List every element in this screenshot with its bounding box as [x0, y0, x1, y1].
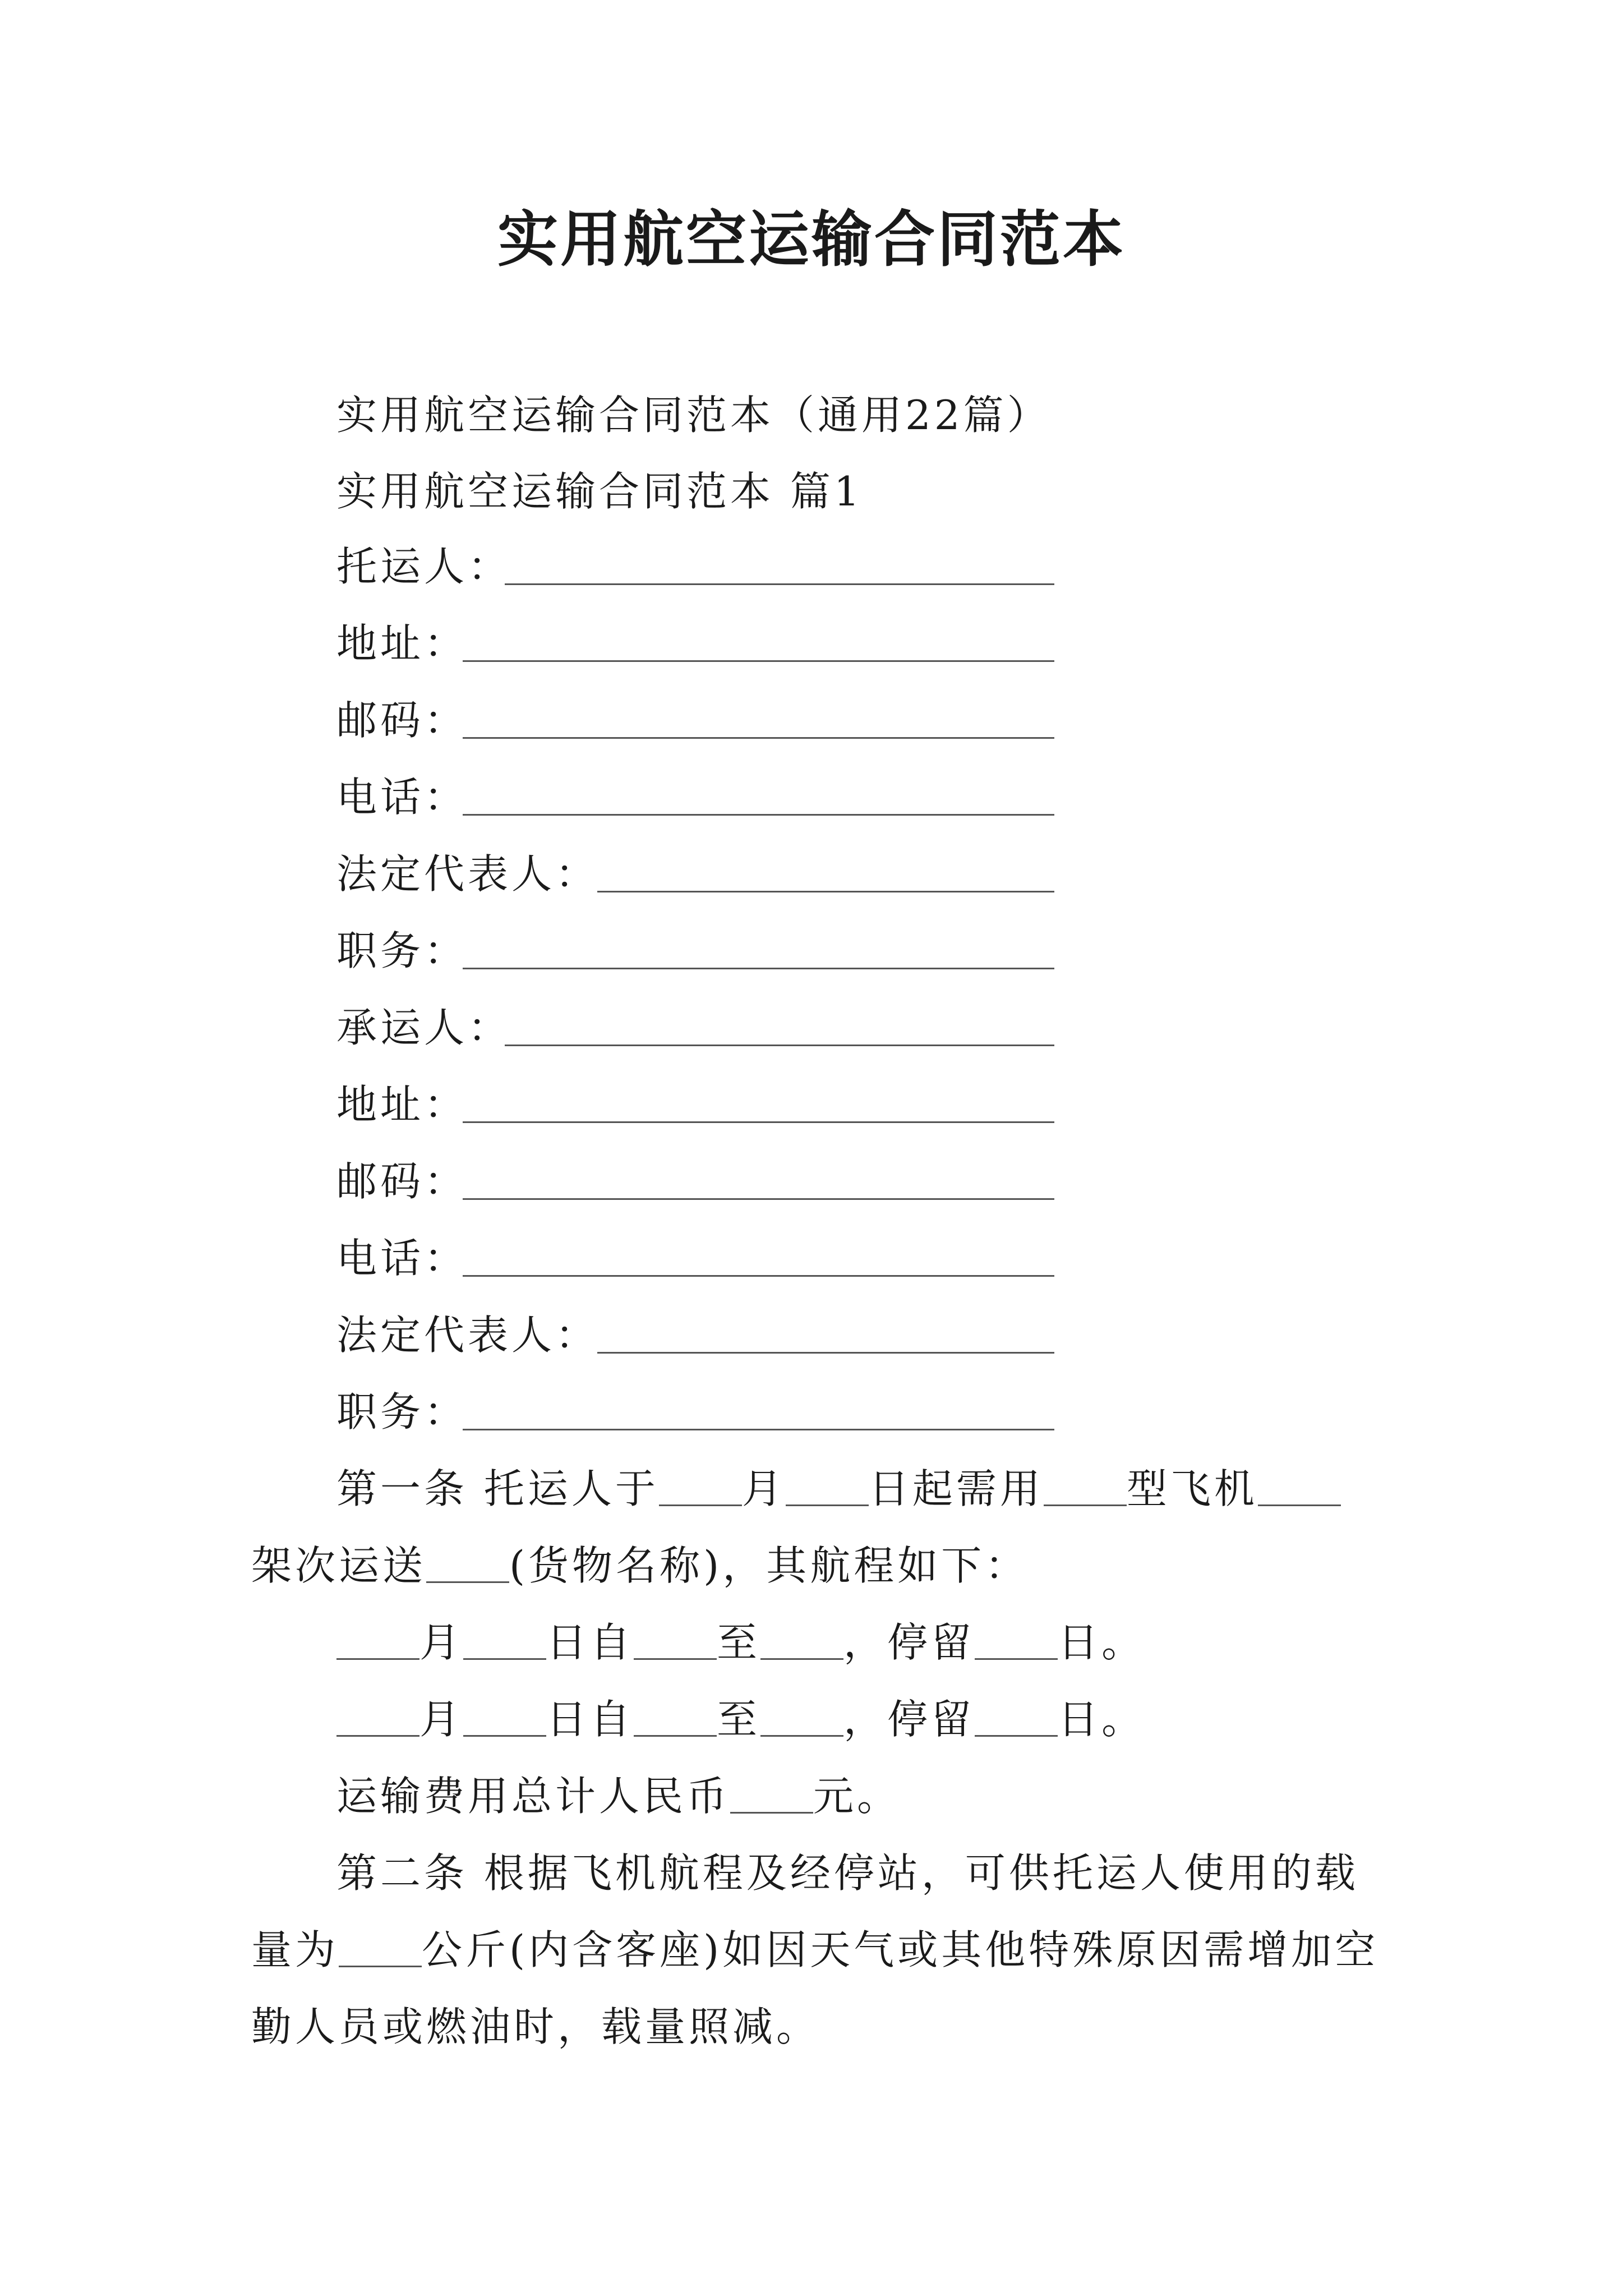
field-shipper-postcode: [336, 692, 468, 748]
blank-stay-days: [975, 1618, 1058, 1660]
fill-in-line: [505, 583, 1054, 585]
blank-sorties: [1258, 1464, 1341, 1506]
field-label: 邮码：: [336, 697, 468, 744]
article2-text: 量为: [251, 1926, 339, 1973]
field-shipper-position: [336, 923, 468, 979]
blank-fee-amount: [730, 1772, 813, 1814]
blank-destination: [760, 1618, 843, 1660]
field-carrier-position: [336, 1384, 468, 1440]
article2-line3: 勤人员或燃油时，载量照减。: [251, 2003, 820, 2050]
blank-month: [659, 1464, 742, 1506]
fee-line: [336, 1768, 901, 1824]
blank-destination: [760, 1695, 843, 1737]
field-carrier: [336, 1000, 511, 1056]
blank-month: [336, 1695, 419, 1737]
route-text: 日自: [546, 1696, 634, 1743]
field-label: 法定代表人：: [336, 1312, 600, 1359]
route-text: 日自: [546, 1619, 634, 1666]
route-line-2: [336, 1691, 1145, 1747]
article1-text: 月: [741, 1465, 786, 1512]
field-shipper-address: [336, 615, 468, 671]
field-shipper: [336, 539, 511, 595]
field-label: 法定代表人：: [336, 850, 600, 898]
field-label: 职务：: [336, 1388, 468, 1435]
field-shipper-phone: [336, 769, 468, 825]
field-label: 邮码：: [336, 1158, 468, 1205]
fill-in-line: [463, 660, 1054, 662]
blank-day: [463, 1618, 546, 1660]
article2-text: 公斤(内含客座)如因天气或其他特殊原因需增加空: [422, 1926, 1379, 1973]
fill-in-line: [463, 814, 1054, 816]
route-text: 月: [419, 1619, 464, 1666]
article1-line2: [251, 1538, 1029, 1594]
blank-aircraft-type: [1044, 1464, 1127, 1506]
field-carrier-postcode: [336, 1153, 468, 1209]
field-label: 地址：: [336, 620, 468, 667]
field-carrier-address: [336, 1076, 468, 1133]
fill-in-line: [463, 737, 1054, 739]
article1-text: 第一条 托运人于: [336, 1465, 659, 1512]
blank-day: [463, 1695, 546, 1737]
blank-stay-days: [975, 1695, 1058, 1737]
route-text: 至: [717, 1619, 761, 1666]
field-shipper-legal-rep: [336, 846, 599, 902]
fill-in-line: [505, 1045, 1054, 1046]
fill-in-line: [463, 968, 1054, 969]
fill-in-line: [463, 1429, 1054, 1430]
blank-month: [336, 1618, 419, 1660]
fill-in-line: [463, 1275, 1054, 1277]
article1-line1: [336, 1461, 1341, 1517]
field-label: 承运人：: [336, 1004, 512, 1051]
article2-line1: 第二条 根据飞机航程及经停站，可供托运人使用的载: [336, 1849, 1359, 1897]
blank-payload-kg: [339, 1925, 422, 1967]
blank-cargo-name: [426, 1541, 509, 1583]
fill-in-line: [463, 1198, 1054, 1200]
article1-text: 日起需用: [868, 1465, 1044, 1512]
blank-day: [786, 1464, 869, 1506]
route-text: 至: [717, 1696, 761, 1743]
article1-text: (货物名称)，其航程如下：: [509, 1542, 1029, 1589]
field-carrier-phone: [336, 1230, 468, 1286]
route-line-1: [336, 1614, 1145, 1671]
fee-text: 运输费用总计人民币: [336, 1773, 731, 1820]
fill-in-line: [463, 1121, 1054, 1123]
field-label: 电话：: [336, 1235, 468, 1282]
field-label: 电话：: [336, 774, 468, 821]
field-carrier-legal-rep: [336, 1307, 599, 1363]
field-label: 地址：: [336, 1081, 468, 1128]
route-text: 月: [419, 1696, 464, 1743]
route-text: 日。: [1058, 1619, 1146, 1666]
fee-text: 元。: [813, 1773, 901, 1820]
article1-text: 架次运送: [251, 1542, 427, 1589]
article1-text: 型飞机: [1126, 1465, 1258, 1512]
field-label: 职务：: [336, 927, 468, 974]
blank-origin: [634, 1695, 717, 1737]
fill-in-line: [597, 891, 1054, 892]
field-label: 托运人：: [336, 543, 512, 590]
article2-line2: [251, 1922, 1378, 1978]
document-subtitle: 实用航空运输合同范本（通用22篇）: [336, 392, 1051, 439]
route-text: ，停留: [843, 1696, 975, 1743]
route-text: ，停留: [843, 1619, 975, 1666]
blank-origin: [634, 1618, 717, 1660]
section-heading: 实用航空运输合同范本 篇1: [336, 468, 863, 515]
document-title: 实用航空运输合同范本: [497, 204, 1126, 275]
fill-in-line: [597, 1352, 1054, 1354]
route-text: 日。: [1058, 1696, 1146, 1743]
